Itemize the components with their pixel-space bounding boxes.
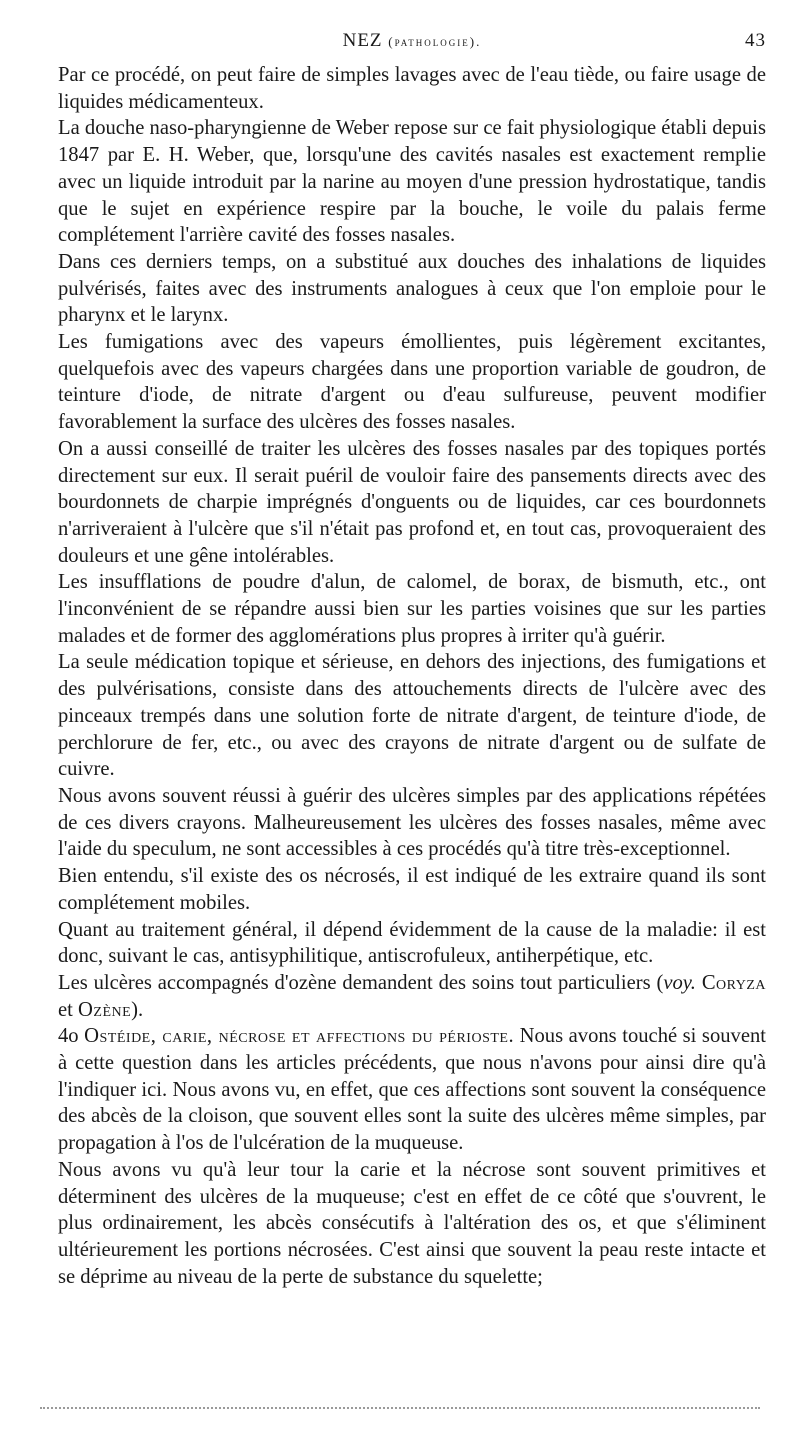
paragraph: Les fumigations avec des vapeurs émollientes, puis légèrement excitantes, quelquefois avec des vapeurs chargées dans une proportion variable de goudron, de teinture d'iode, de nitrate d'argent ou d'eau sulfureuse, peuvent modifier favorablement la surface des ulcères des fosses nasales. [58,331,766,434]
paragraph: Les insufflations de poudre d'alun, de calomel, de borax, de bismuth, etc., ont l'inconvénient de se répandre aussi bien sur les parties voisines que sur les parties malades et de former des agglomérations plus propres à irriter qu'à guérir. [58,571,766,647]
paragraph-osteide [58,1023,766,1157]
paragraph: On a aussi conseillé de traiter les ulcères des fosses nasales par des topiques portés directement sur eux. Il serait puéril de vouloir faire des pansements directs avec des bourdonnets de charpie imprégnés d'onguents ou de liquides, car ces bourdonnets n'arriveraient à l'ulcère que s'il n'était pas profond et, en tout cas, provoqueraient des douleurs et une gêne intolérables. [58,437,766,567]
ozene-conjunction: et [58,998,79,1021]
paragraph: La seule médication topique et sérieuse, en dehors des injections, des fumigations et des pulvérisations, consiste dans des attouchements directs de l'ulcère avec des pinceaux trempés dans une solution forte de nitrate d'argent, de teinture d'iode, de perchlorure de fer, etc., ou avec des crayons de nitrate d'argent ou de sulfate de cuivre. [58,651,766,781]
paragraph: Par ce procédé, on peut faire de simples lavages avec de l'eau tiède, ou faire usage de liquides médicamenteux. [58,64,766,113]
paragraph-ozene [58,970,766,1023]
running-title [58,30,766,52]
running-title-sub: (pathologie). [388,34,482,49]
section-number: 4o [58,1025,85,1048]
section-heading: Ostéide, carie, nécrose et affections du périoste. [84,1025,515,1048]
cross-reference-ozene: Ozène [78,998,132,1021]
voy-abbrev: voy. [663,971,696,994]
paragraph: Bien entendu, s'il existe des os nécrosés, il est indiqué de les extraire quand ils sont complétement mobiles. [58,865,766,914]
body-text [58,62,766,1290]
paragraph: La douche naso-pharyngienne de Weber repose sur ce fait physiologique établi depuis 1847 par E. H. Weber, que, lorsqu'une des cavités nasales est exactement remplie avec un liquide introduit par la narine au moyen d'une pression hydrostatique, tandis que le sujet en expérience respire par la bouche, le voile du palais ferme complétement l'arrière cavité des fosses nasales. [58,117,766,247]
paragraph: Nous avons vu qu'à leur tour la carie et la nécrose sont souvent primitives et déterminent des ulcères de la muqueuse; c'est en effet de ce côté que s'ouvrent, le plus ordinairement, les abcès consécutifs à l'altération des os, et que s'éliminent ultérieurement les portions nécrosées. C'est ainsi que souvent la peau reste intacte et se déprime au niveau de la perte de substance du squelette; [58,1158,766,1288]
page [58,30,766,1290]
ozene-text: Les ulcères accompagnés d'ozène demandent des soins tout particuliers ( [58,971,664,994]
paragraph: Dans ces derniers temps, on a substitué aux douches des inhalations de liquides pulvérisés, faites avec des instruments analogues à ceux que l'on emploie pour le pharynx et le larynx. [58,250,766,327]
running-title-main: NEZ [342,30,383,51]
ozene-closing: ). [131,998,144,1021]
paragraph: Quant au traitement général, il dépend évidemment de la cause de la maladie: il est donc, suivant le cas, antisyphilitique, antiscrofuleux, antiherpétique, etc. [58,918,766,968]
osteide-text: Nous avons touché si souvent à cette question dans les articles précédents, que nous n'avons pour ainsi dire qu'à l'indiquer ici. Nous avons vu, en effet, que ces affections sont souvent la conséquence des abcès de la cloison, que souvent elles sont la suite des ulcères même simples, par propagation à l'os de l'ulcération de la muqueuse. [58,1025,766,1155]
running-head [58,30,766,54]
footer-dotted-rule [40,1407,760,1409]
page-number: 43 [745,30,766,51]
paragraph: Nous avons souvent réussi à guérir des ulcères simples par des applications répétées de ces divers crayons. Malheureusement les ulcères des fosses nasales, même avec l'aide du speculum, ne sont accessibles à ces procédés qu'à titre très-exceptionnel. [58,784,766,861]
cross-reference-coryza: Coryza [701,971,766,994]
